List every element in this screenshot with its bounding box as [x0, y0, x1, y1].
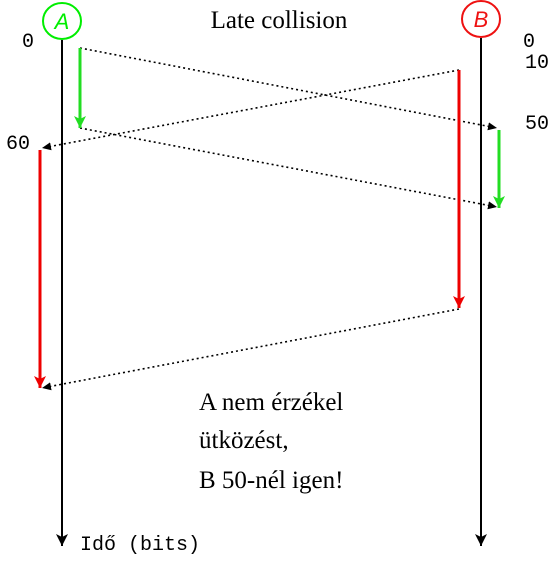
signal-a-start-to-b — [80, 48, 497, 128]
signal-b-start-to-a — [42, 70, 459, 148]
signal-a-end-to-b — [80, 128, 497, 207]
tick-b-10: 10 — [524, 52, 550, 75]
note-line-2: ütközést, — [199, 427, 289, 454]
note-line-1: A nem érzékel — [199, 389, 344, 416]
station-b-node — [462, 1, 500, 37]
signal-b-end-to-a — [42, 309, 459, 388]
station-b-label: B — [473, 7, 489, 32]
note-line-3: B 50-nél igen! — [199, 467, 344, 494]
tick-a-0: 0 — [21, 31, 35, 54]
note — [199, 389, 343, 494]
tick-b-50: 50 — [524, 113, 550, 136]
diagram-title: Late collision — [210, 7, 348, 34]
tick-b-0: 0 — [522, 31, 536, 54]
tick-a-60: 60 — [5, 133, 31, 156]
time-axis-label: Idő (bits) — [80, 534, 201, 557]
station-a-node — [43, 3, 81, 39]
station-a-label: A — [54, 9, 70, 34]
